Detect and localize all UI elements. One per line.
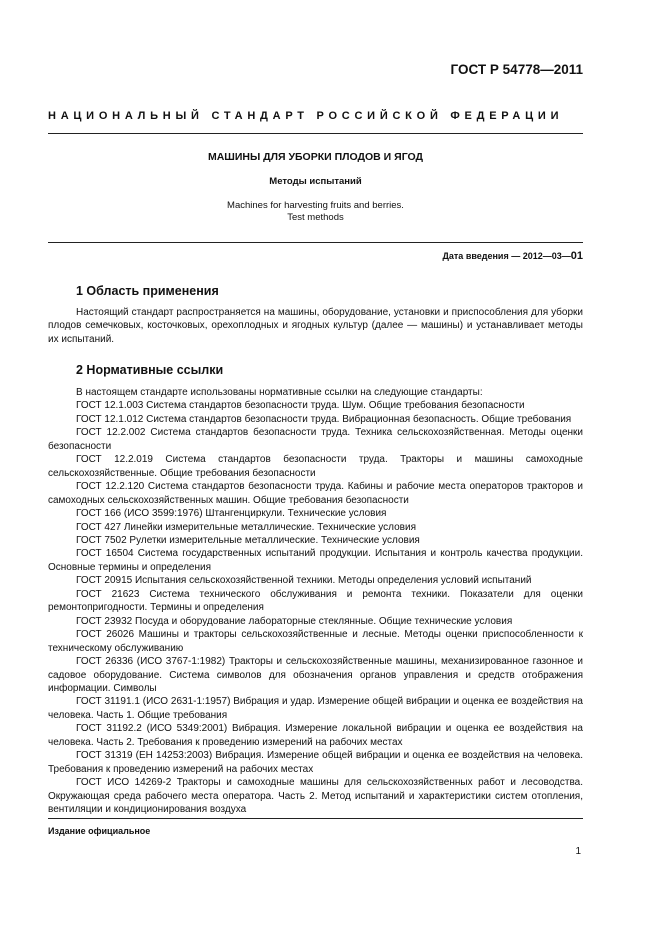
introduction-date [442,250,583,262]
english-title-line1: Machines for harvesting fruits and berries. [227,200,404,211]
page-number: 1 [575,846,581,857]
english-title-line2: Test methods [287,212,344,223]
footer-divider [48,818,583,819]
reference-item: ГОСТ 427 Линейки измерительные металлические. Технические условия [76,521,416,533]
top-divider [48,133,583,134]
reference-item: ГОСТ 12.2.120 Система стандартов безопасности труда. Кабины и рабочие места операторов тракторов и самоходных сельскохозяйственных машин. Общие требования безопасности [48,481,583,506]
references-intro: В настоящем стандарте использованы нормативные ссылки на следующие стандарты: [76,387,483,398]
reference-item: ГОСТ 16504 Система государственных испытаний продукции. Испытания и контроль качества продукции. Основные термины и определения [48,548,583,573]
reference-item: ГОСТ 31319 (ЕН 14253:2003) Вибрация. Измерение общей вибрации и оценка ее воздействия на человека. Требования к проведению измерений на рабочих местах [48,750,583,775]
reference-item: ГОСТ 7502 Рулетки измерительные металлические. Технические условия [76,534,420,546]
reference-item: ГОСТ 31192.2 (ИСО 5349:2001) Вибрация. Измерение локальной вибрации и оценка ее воздействия на человека. Часть 2. Требования к проведению измерений на рабочих местах [48,723,583,748]
document-subtitle: Методы испытаний [269,176,362,187]
national-standard-banner: НАЦИОНАЛЬНЫЙ СТАНДАРТ РОССИЙСКОЙ ФЕДЕРАЦИИ [48,110,564,122]
reference-item: ГОСТ 23932 Посуда и оборудование лабораторные стеклянные. Общие технические условия [76,615,513,627]
reference-item: ГОСТ 26026 Машины и тракторы сельскохозяйственные и лесные. Методы оценки приспособленности к техническому обслуживанию [48,629,583,654]
document-title: МАШИНЫ ДЛЯ УБОРКИ ПЛОДОВ И ЯГОД [207,151,424,163]
introduction-date-label: Дата введения — 2012—03— [442,251,571,261]
reference-item: ГОСТ ИСО 14269-2 Тракторы и самоходные машины для сельскохозяйственных работ и лесоводства. Окружающая среда рабочего места оператора. Часть 2. Метод испытаний и характеристики систем отопления, вентиляции и кондиционирования воздуха [48,777,583,816]
section-1-heading: 1 Область применения [76,284,219,298]
reference-item: ГОСТ 12.2.002 Система стандартов безопасности труда. Техника сельскохозяйственная. Методы оценки безопасности [48,427,583,452]
introduction-date-day: 01 [570,250,583,262]
reference-item: ГОСТ 26336 (ИСО 3767-1:1982) Тракторы и сельскохозяйственные машины, механизированное газонное и садовое оборудование. Система символов для обозначения органов управления и средств отображения информации. Символы [48,656,583,694]
reference-item: ГОСТ 21623 Система технического обслуживания и ремонта техники. Показатели для оценки ремонтопригодности. Термины и определения [48,588,583,614]
document-code: ГОСТ Р 54778—2011 [450,62,583,77]
reference-item: ГОСТ 12.1.003 Система стандартов безопасности труда. Шум. Общие требования безопасности [76,400,525,412]
title-divider [48,242,583,243]
reference-item: ГОСТ 166 (ИСО 3599:1976) Штангенциркули. Технические условия [76,508,387,520]
english-title [48,200,583,224]
official-edition-label: Издание официальное [48,826,151,836]
section-2-heading: 2 Нормативные ссылки [76,363,224,377]
reference-item: ГОСТ 20915 Испытания сельскохозяйственной техники. Методы определения условий испытаний [76,575,532,587]
section-1-text: Настоящий стандарт распространяется на машины, оборудование, установки и приспособления для уборки плодов семечковых, косточковых, орехоплодных и ягодных культур (далее — машины) и устанавливает методы их испытаний. [48,307,583,345]
reference-item: ГОСТ 12.1.012 Система стандартов безопасности труда. Вибрационная безопасность. Общие требования [76,413,572,425]
reference-item: ГОСТ 31191.1 (ИСО 2631-1:1957) Вибрация и удар. Измерение общей вибрации и оценка ее воздействия на человека. Часть 1. Общие требования [48,696,583,721]
reference-item: ГОСТ 12.2.019 Система стандартов безопасности труда. Тракторы и машины самоходные сельскохозяйственные. Общие требования безопасности [48,454,583,479]
normative-references [48,386,583,817]
